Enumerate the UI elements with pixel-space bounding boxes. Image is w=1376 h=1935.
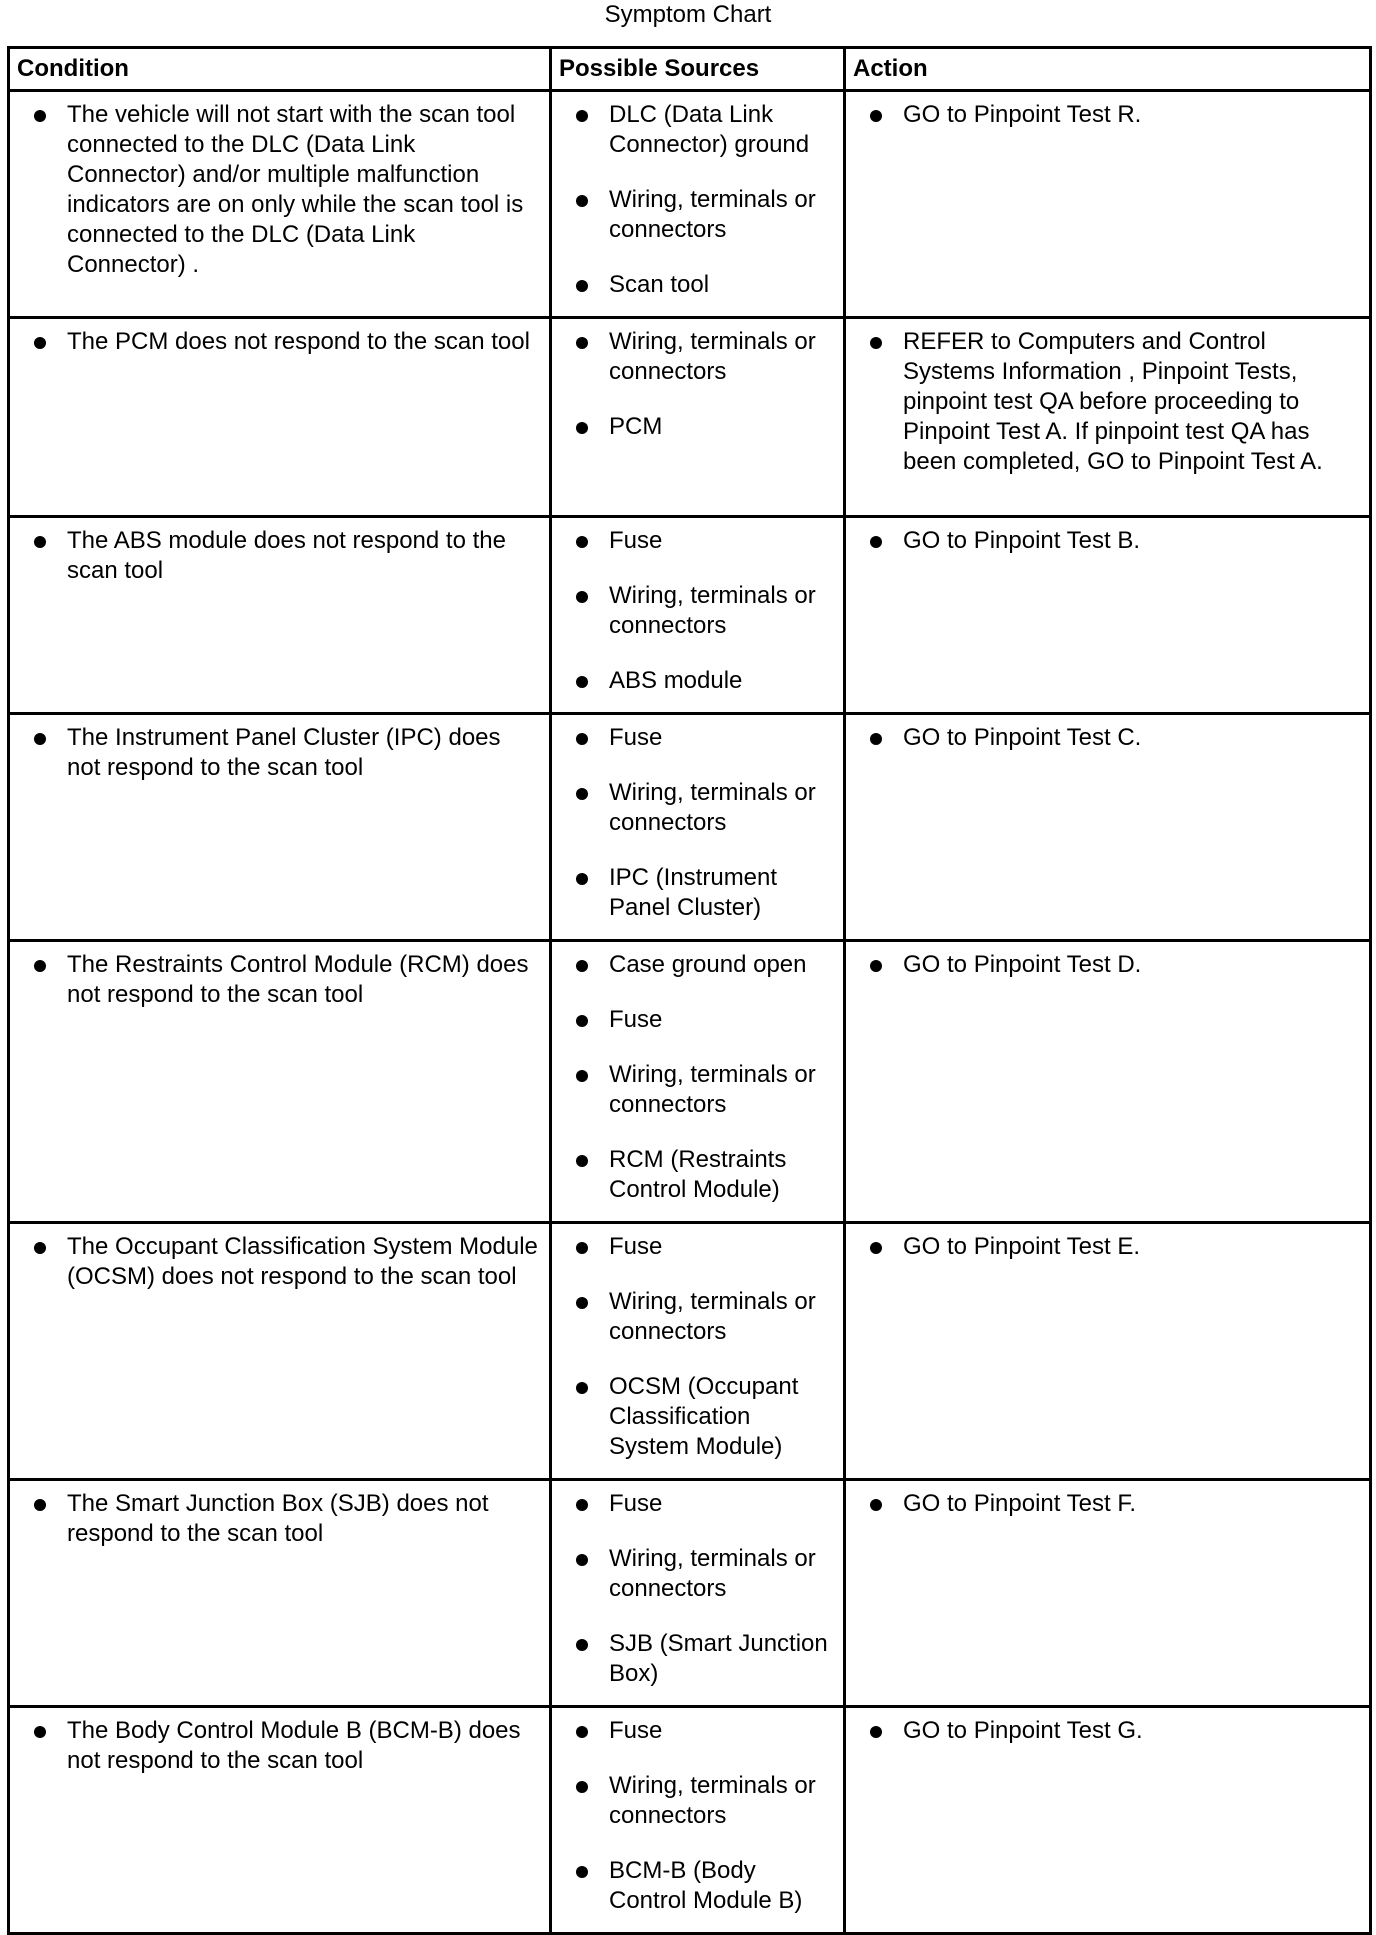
table-header-row [9,48,1371,91]
sources-cell [551,318,845,517]
condition-text: The vehicle will not start with the scan tool connected to the DLC (Data Link Connector) and/or multiple malfunction indicators are on only while the scan tool is connected to the DLC (Data Link Connector) . [34,100,539,280]
action-text: GO to Pinpoint Test E. [870,1232,1359,1262]
condition-text: The Smart Junction Box (SJB) does not respond to the scan tool [34,1489,539,1549]
condition-text: The PCM does not respond to the scan tool [34,327,539,357]
condition-cell [9,91,551,318]
sources-cell [551,714,845,941]
action-text: REFER to Computers and Control Systems Information , Pinpoint Tests, pinpoint test QA before proceeding to Pinpoint Test A. If pinpoint test QA has been completed, GO to Pinpoint Test A. [870,327,1359,477]
source-item: Fuse [576,1005,833,1035]
action-cell [845,91,1371,318]
sources-cell [551,517,845,714]
action-text: GO to Pinpoint Test F. [870,1489,1359,1519]
table-row [9,91,1371,318]
action-text: GO to Pinpoint Test C. [870,723,1359,753]
source-item: Wiring, terminals or connectors [576,1771,833,1831]
source-item: Case ground open [576,950,833,980]
action-text: GO to Pinpoint Test G. [870,1716,1359,1746]
table-row [9,318,1371,517]
source-item: Fuse [576,526,833,556]
action-cell [845,318,1371,517]
source-item: Wiring, terminals or connectors [576,1287,833,1347]
action-cell [845,714,1371,941]
condition-cell [9,1223,551,1480]
source-item: Wiring, terminals or connectors [576,185,833,245]
condition-cell [9,318,551,517]
source-item: Wiring, terminals or connectors [576,778,833,838]
source-item: Fuse [576,1716,833,1746]
sources-cell [551,941,845,1223]
source-item: IPC (Instrument Panel Cluster) [576,863,833,923]
source-item: Fuse [576,1489,833,1519]
sources-cell [551,91,845,318]
source-item: Fuse [576,723,833,753]
condition-text: The Occupant Classification System Module (OCSM) does not respond to the scan tool [34,1232,539,1292]
action-cell [845,941,1371,1223]
source-item: DLC (Data Link Connector) ground [576,100,833,160]
table-row [9,517,1371,714]
condition-cell [9,1480,551,1707]
table-row [9,1223,1371,1480]
source-item: PCM [576,412,833,442]
source-item: Scan tool [576,270,833,300]
condition-text: The ABS module does not respond to the scan tool [34,526,539,586]
action-cell [845,1223,1371,1480]
table-row [9,1707,1371,1934]
source-item: BCM-B (Body Control Module B) [576,1856,833,1916]
condition-cell [9,1707,551,1934]
action-text: GO to Pinpoint Test D. [870,950,1359,980]
sources-cell [551,1480,845,1707]
action-cell [845,1480,1371,1707]
source-item: OCSM (Occupant Classification System Module) [576,1372,833,1462]
source-item: ABS module [576,666,833,696]
table-row [9,941,1371,1223]
source-item: Wiring, terminals or connectors [576,1544,833,1604]
action-cell [845,517,1371,714]
table-row [9,714,1371,941]
source-item: Wiring, terminals or connectors [576,581,833,641]
table-row [9,1480,1371,1707]
source-item: SJB (Smart Junction Box) [576,1629,833,1689]
condition-column-header: Condition [9,48,551,91]
symptom-table [7,46,1372,1935]
source-item: Wiring, terminals or connectors [576,1060,833,1120]
condition-text: The Restraints Control Module (RCM) does not respond to the scan tool [34,950,539,1010]
condition-cell [9,941,551,1223]
condition-cell [9,517,551,714]
action-text: GO to Pinpoint Test R. [870,100,1359,130]
action-text: GO to Pinpoint Test B. [870,526,1359,556]
sources-cell [551,1223,845,1480]
sources-column-header: Possible Sources [551,48,845,91]
source-item: Fuse [576,1232,833,1262]
action-cell [845,1707,1371,1934]
condition-cell [9,714,551,941]
source-item: Wiring, terminals or connectors [576,327,833,387]
condition-text: The Body Control Module B (BCM-B) does not respond to the scan tool [34,1716,539,1776]
source-item: RCM (Restraints Control Module) [576,1145,833,1205]
condition-text: The Instrument Panel Cluster (IPC) does not respond to the scan tool [34,723,539,783]
sources-cell [551,1707,845,1934]
action-column-header: Action [845,48,1371,91]
page-title: Symptom Chart [604,1,772,28]
